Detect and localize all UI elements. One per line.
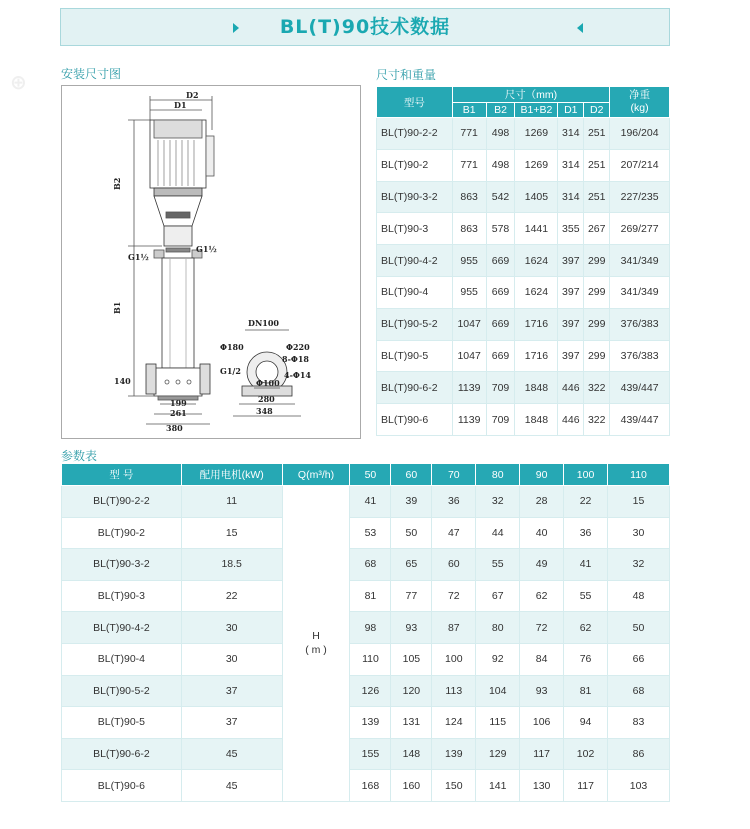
table-cell: 498	[486, 118, 515, 150]
table-cell: 104	[476, 675, 520, 707]
table-cell: 110	[350, 643, 391, 675]
table-cell: 93	[391, 612, 432, 644]
table-cell: 30	[608, 517, 670, 549]
table-cell: 32	[476, 486, 520, 518]
table-cell: 113	[432, 675, 476, 707]
table-cell: 53	[350, 517, 391, 549]
table-cell: 314	[558, 181, 584, 213]
table-cell: 269/277	[610, 213, 670, 245]
table-cell: 542	[486, 181, 515, 213]
drawing-label: G1½	[128, 252, 149, 262]
table-cell: 124	[432, 707, 476, 739]
drawing-label: Φ100	[256, 378, 280, 388]
table-cell: 1848	[515, 404, 558, 436]
dims-subheader: D1	[558, 103, 584, 118]
drawing-label: 280	[258, 394, 275, 404]
table-cell: BL(T)90-2	[377, 149, 453, 181]
table-cell: 314	[558, 149, 584, 181]
table-row	[377, 276, 670, 308]
table-cell: BL(T)90-4-2	[377, 245, 453, 277]
table-cell: 139	[350, 707, 391, 739]
param-header: 型 号	[62, 464, 182, 486]
table-cell: 251	[584, 181, 610, 213]
table-cell: 322	[584, 404, 610, 436]
table-row	[62, 517, 670, 549]
table-cell: 155	[350, 738, 391, 770]
table-cell: 37	[181, 707, 282, 739]
table-cell: BL(T)90-5-2	[62, 675, 182, 707]
table-cell: 106	[520, 707, 564, 739]
table-cell: 115	[476, 707, 520, 739]
table-cell: 18.5	[181, 549, 282, 581]
table-cell: 77	[391, 580, 432, 612]
table-cell: 578	[486, 213, 515, 245]
table-cell: 126	[350, 675, 391, 707]
table-cell: 322	[584, 372, 610, 404]
table-row	[377, 404, 670, 436]
table-cell: 1624	[515, 276, 558, 308]
table-cell: 498	[486, 149, 515, 181]
table-cell: 1716	[515, 308, 558, 340]
table-cell: BL(T)90-2	[62, 517, 182, 549]
table-cell: BL(T)90-3-2	[62, 549, 182, 581]
table-row	[377, 213, 670, 245]
table-cell: 62	[520, 580, 564, 612]
table-cell: 55	[564, 580, 608, 612]
param-header: 50	[350, 464, 391, 486]
table-cell: 105	[391, 643, 432, 675]
dims-header-weight: 净重 (kg)	[610, 87, 670, 118]
table-cell: 1716	[515, 340, 558, 372]
table-cell: 299	[584, 276, 610, 308]
table-cell: 81	[564, 675, 608, 707]
table-cell: 1047	[452, 340, 486, 372]
dims-subheader: B1	[452, 103, 486, 118]
table-cell: BL(T)90-2-2	[377, 118, 453, 150]
table-cell: 47	[432, 517, 476, 549]
param-header: 90	[520, 464, 564, 486]
table-cell: 48	[608, 580, 670, 612]
drawing-label: B1	[112, 301, 122, 314]
table-cell: 314	[558, 118, 584, 150]
table-cell: 439/447	[610, 372, 670, 404]
table-cell: 55	[476, 549, 520, 581]
table-cell: 94	[564, 707, 608, 739]
table-cell: 22	[564, 486, 608, 518]
table-cell: 22	[181, 580, 282, 612]
table-row	[377, 118, 670, 150]
table-cell: BL(T)90-3	[62, 580, 182, 612]
param-header: 70	[432, 464, 476, 486]
table-cell: 129	[476, 738, 520, 770]
drawing-label: D1	[174, 100, 187, 110]
table-cell: BL(T)90-5	[62, 707, 182, 739]
table-cell: BL(T)90-2-2	[62, 486, 182, 518]
table-cell: 955	[452, 245, 486, 277]
table-cell: 141	[476, 770, 520, 802]
table-row	[377, 181, 670, 213]
param-table	[61, 463, 670, 802]
table-cell: 863	[452, 181, 486, 213]
table-cell: 98	[350, 612, 391, 644]
table-cell: BL(T)90-5	[377, 340, 453, 372]
table-cell: BL(T)90-6	[377, 404, 453, 436]
pump-drawing-svg	[62, 86, 360, 438]
param-header: Q(m³/h)	[282, 464, 350, 486]
table-cell: 120	[391, 675, 432, 707]
table-cell: 130	[520, 770, 564, 802]
table-cell: 376/383	[610, 308, 670, 340]
table-cell: BL(T)90-4	[377, 276, 453, 308]
table-cell: 68	[350, 549, 391, 581]
table-cell: 397	[558, 276, 584, 308]
table-cell: 32	[608, 549, 670, 581]
dims-subheader: D2	[584, 103, 610, 118]
table-cell: 60	[432, 549, 476, 581]
dims-subheader: B1+B2	[515, 103, 558, 118]
table-cell: 709	[486, 372, 515, 404]
table-cell: 227/235	[610, 181, 670, 213]
table-cell: BL(T)90-6-2	[62, 738, 182, 770]
table-row	[62, 486, 670, 518]
table-cell: 30	[181, 612, 282, 644]
table-cell: 41	[350, 486, 391, 518]
table-row	[377, 308, 670, 340]
table-cell: 66	[608, 643, 670, 675]
drawing-label: B2	[112, 177, 122, 190]
table-cell: 68	[608, 675, 670, 707]
table-cell: 84	[520, 643, 564, 675]
param-header: 100	[564, 464, 608, 486]
table-cell: 397	[558, 340, 584, 372]
table-row	[62, 580, 670, 612]
table-cell: 36	[564, 517, 608, 549]
table-cell: 341/349	[610, 245, 670, 277]
table-cell: 446	[558, 404, 584, 436]
table-cell: 15	[608, 486, 670, 518]
table-cell: 39	[391, 486, 432, 518]
drawing-label: D2	[186, 90, 199, 100]
drawing-label: 4-Φ14	[284, 370, 311, 380]
table-cell: 50	[608, 612, 670, 644]
drawing-label: G1½	[196, 244, 217, 254]
table-cell: 150	[432, 770, 476, 802]
table-cell: 669	[486, 276, 515, 308]
table-cell: 40	[520, 517, 564, 549]
table-cell: 86	[608, 738, 670, 770]
table-cell: 1269	[515, 118, 558, 150]
table-cell: 139	[432, 738, 476, 770]
table-cell: 1139	[452, 372, 486, 404]
drawing-label: Φ220	[286, 342, 310, 352]
drawing-label: 380	[166, 423, 183, 433]
table-cell: 131	[391, 707, 432, 739]
page-title: BL(T)90技术数据	[279, 16, 451, 38]
table-cell: 299	[584, 245, 610, 277]
table-cell: 117	[564, 770, 608, 802]
table-cell: 771	[452, 149, 486, 181]
table-cell: 50	[391, 517, 432, 549]
param-header: 110	[608, 464, 670, 486]
table-cell: 1441	[515, 213, 558, 245]
table-cell: 65	[391, 549, 432, 581]
table-cell: 45	[181, 770, 282, 802]
table-cell: 49	[520, 549, 564, 581]
drawing-label: G1/2	[220, 366, 241, 376]
table-cell: 67	[476, 580, 520, 612]
table-cell: 1139	[452, 404, 486, 436]
table-cell: 37	[181, 675, 282, 707]
table-cell: 397	[558, 245, 584, 277]
table-cell: 45	[181, 738, 282, 770]
table-row	[62, 612, 670, 644]
table-cell: BL(T)90-3-2	[377, 181, 453, 213]
table-row	[62, 675, 670, 707]
table-cell: 44	[476, 517, 520, 549]
table-cell: 160	[391, 770, 432, 802]
drawing-label: DN100	[248, 318, 279, 328]
table-row	[377, 245, 670, 277]
table-cell: 299	[584, 340, 610, 372]
table-cell: 41	[564, 549, 608, 581]
table-cell: 87	[432, 612, 476, 644]
drawing-label: 261	[170, 408, 187, 418]
param-header: 60	[391, 464, 432, 486]
table-cell: 62	[564, 612, 608, 644]
table-cell: 72	[432, 580, 476, 612]
table-cell: 341/349	[610, 276, 670, 308]
install-drawing	[61, 85, 361, 439]
param-header: 80	[476, 464, 520, 486]
table-cell: 93	[520, 675, 564, 707]
param-header: 配用电机(kW)	[181, 464, 282, 486]
table-cell: 83	[608, 707, 670, 739]
table-cell: BL(T)90-3	[377, 213, 453, 245]
table-cell: 92	[476, 643, 520, 675]
drawing-label: 8-Φ18	[282, 354, 309, 364]
table-cell: 1624	[515, 245, 558, 277]
table-cell: 168	[350, 770, 391, 802]
dims-table	[376, 86, 670, 436]
title-banner	[60, 8, 670, 46]
table-row	[62, 707, 670, 739]
table-cell: 11	[181, 486, 282, 518]
table-cell: 207/214	[610, 149, 670, 181]
drawing-label: 140	[114, 376, 131, 386]
table-cell: 1848	[515, 372, 558, 404]
table-cell: 102	[564, 738, 608, 770]
table-cell: 709	[486, 404, 515, 436]
table-cell: BL(T)90-6	[62, 770, 182, 802]
table-cell: 376/383	[610, 340, 670, 372]
table-cell: 267	[584, 213, 610, 245]
watermark: ⊕	[10, 70, 27, 94]
table-row	[377, 149, 670, 181]
drawing-label: 348	[256, 406, 273, 416]
table-cell: 103	[608, 770, 670, 802]
table-cell: 446	[558, 372, 584, 404]
table-cell: 36	[432, 486, 476, 518]
table-cell: 397	[558, 308, 584, 340]
table-cell: 80	[476, 612, 520, 644]
table-cell: 76	[564, 643, 608, 675]
table-cell: 148	[391, 738, 432, 770]
dims-header-size: 尺寸（mm)	[452, 87, 610, 103]
table-cell: 117	[520, 738, 564, 770]
table-cell: 1269	[515, 149, 558, 181]
table-cell: BL(T)90-4-2	[62, 612, 182, 644]
table-cell: 28	[520, 486, 564, 518]
install-section-title: 安装尺寸图	[61, 67, 122, 81]
table-cell: BL(T)90-6-2	[377, 372, 453, 404]
dims-subheader: B2	[486, 103, 515, 118]
table-row	[62, 770, 670, 802]
table-cell: BL(T)90-5-2	[377, 308, 453, 340]
table-cell: 1047	[452, 308, 486, 340]
triangle-left-icon	[577, 23, 583, 33]
table-cell: 196/204	[610, 118, 670, 150]
table-cell: 669	[486, 245, 515, 277]
table-cell: 251	[584, 118, 610, 150]
table-cell: 439/447	[610, 404, 670, 436]
table-cell: 30	[181, 643, 282, 675]
table-cell: 72	[520, 612, 564, 644]
drawing-label: Φ180	[220, 342, 244, 352]
table-cell: 669	[486, 308, 515, 340]
table-cell: 355	[558, 213, 584, 245]
params-section-title: 参数表	[61, 449, 98, 463]
dims-section-title: 尺寸和重量	[376, 68, 437, 82]
table-row	[62, 643, 670, 675]
table-cell: BL(T)90-4	[62, 643, 182, 675]
table-cell: 15	[181, 517, 282, 549]
table-cell: 1405	[515, 181, 558, 213]
table-cell: 299	[584, 308, 610, 340]
table-cell: 771	[452, 118, 486, 150]
table-cell: 100	[432, 643, 476, 675]
table-row	[62, 738, 670, 770]
table-cell: 251	[584, 149, 610, 181]
table-cell: 955	[452, 276, 486, 308]
table-cell: 81	[350, 580, 391, 612]
table-row	[377, 340, 670, 372]
dims-header-model: 型号	[377, 87, 453, 118]
table-cell: 669	[486, 340, 515, 372]
table-row	[377, 372, 670, 404]
h-unit-cell: H ( m )	[282, 486, 350, 802]
table-cell: 863	[452, 213, 486, 245]
drawing-label: 199	[170, 398, 187, 408]
table-row	[62, 549, 670, 581]
